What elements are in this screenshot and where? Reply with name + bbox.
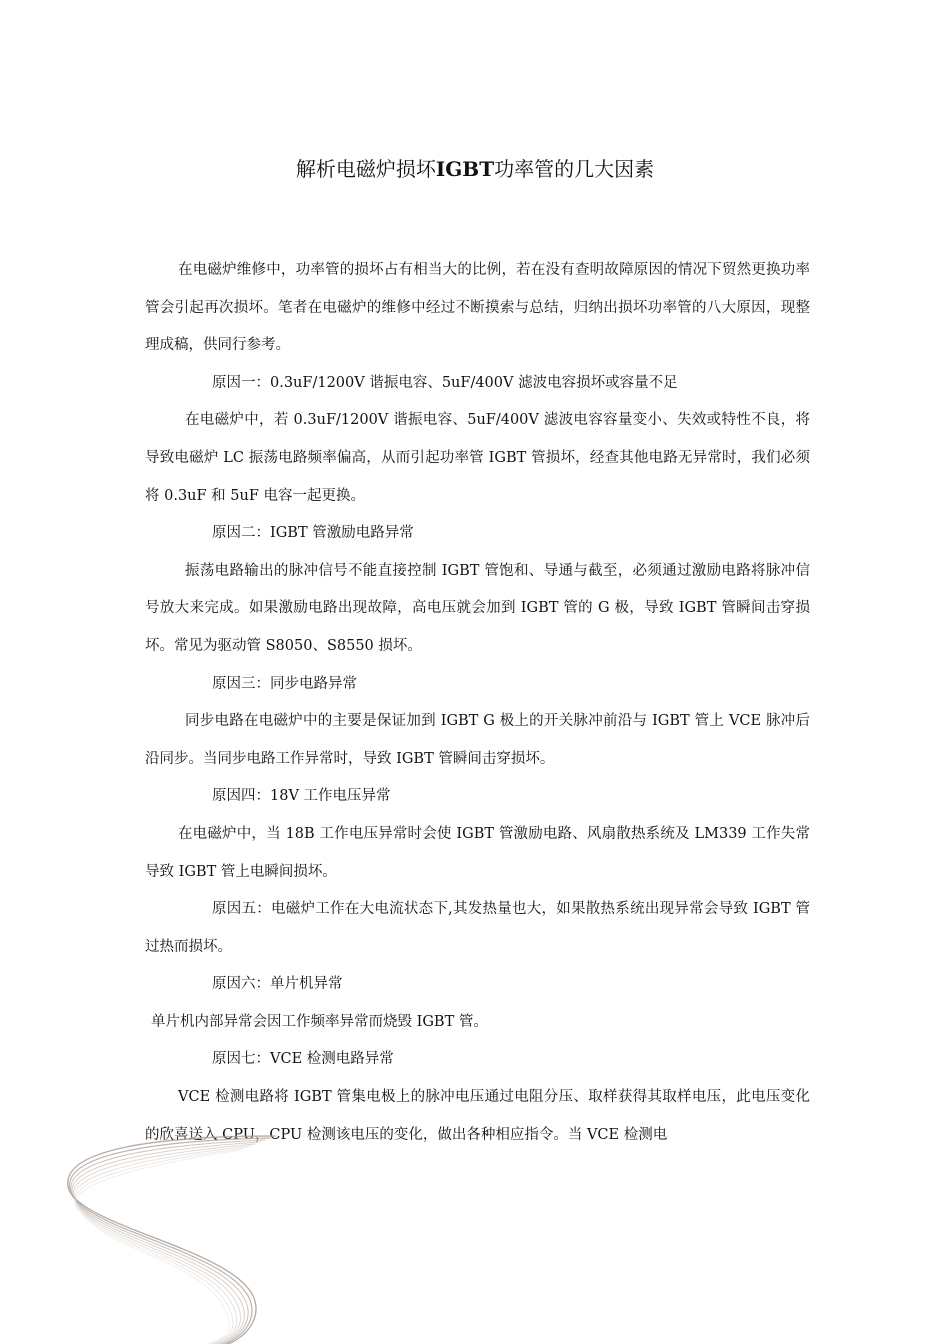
section-body-1: 在电磁炉中，若 0.3uF/1200V 谐振电容、5uF/400V 滤波电容容量变小、失效或特性不良，将导致电磁炉 LC 振荡电路频率偏高，从而引起功率管 IGBT 管损坏，经查其他电路无异常时，我们必须将 0.3uF 和 5uF 电容一起更换。 bbox=[145, 412, 810, 504]
section-heading-2: 原因二：IGBT 管激励电路异常 bbox=[212, 525, 414, 542]
section-heading-7: 原因七：VCE 检测电路异常 bbox=[212, 1051, 394, 1068]
page-title bbox=[0, 152, 950, 186]
section-heading-5: 原因五：电磁炉工作在大电流状态下,其发热量也大，如果散热系统出现异常会导致 IGBT 管过热而损坏。 bbox=[145, 901, 810, 955]
document-body bbox=[145, 252, 810, 1154]
section-body-3: 同步电路在电磁炉中的主要是保证加到 IGBT G 极上的开关脉冲前沿与 IGBT 管上 VCE 脉冲后沿同步。当同步电路工作异常时，导致 IGBT 管瞬间击穿损坏。 bbox=[145, 713, 810, 767]
title-prefix: 解析电磁炉损坏 bbox=[295, 157, 436, 181]
section-body-4: 在电磁炉中，当 18B 工作电压异常时会使 IGBT 管激励电路、风扇散热系统及 LM339 工作失常导致 IGBT 管上电瞬间损坏。 bbox=[145, 825, 810, 880]
title-bold: IGBT bbox=[435, 157, 495, 181]
section-heading-4: 原因四：18V 工作电压异常 bbox=[212, 788, 391, 805]
section-body-2: 振荡电路输出的脉冲信号不能直接控制 IGBT 管饱和、导通与截至，必须通过激励电路将脉冲信号放大来完成。如果激励电路出现故障，高电压就会加到 IGBT 管的 G 极，导致 IGBT 管瞬间击穿损坏。常见为驱动管 S8050、S8550 损坏。 bbox=[145, 562, 810, 654]
section-heading-1: 原因一：0.3uF/1200V 谐振电容、5uF/400V 滤波电容损坏或容量不足 bbox=[212, 374, 678, 391]
decorative-swirl-icon bbox=[0, 1130, 320, 1344]
intro-paragraph: 在电磁炉维修中，功率管的损坏占有相当大的比例，若在没有查明故障原因的情况下贸然更换功率管会引起再次损坏。笔者在电磁炉的维修中经过不断摸索与总结，归纳出损坏功率管的八大原因，现整理成稿，供同行参考。 bbox=[145, 262, 810, 354]
title-suffix: 功率管的几大因素 bbox=[494, 157, 655, 181]
section-heading-3: 原因三：同步电路异常 bbox=[212, 675, 357, 692]
section-heading-6: 原因六：单片机异常 bbox=[212, 976, 343, 993]
section-body-7: VCE 检测电路将 IGBT 管集电极上的脉冲电压通过电阻分压、取样获得其取样电压，此电压变化的欣喜送入 CPU，CPU 检测该电压的变化，做出各种相应指令。当 VCE 检测电 bbox=[145, 1089, 810, 1143]
section-body-6: 单片机内部异常会因工作频率异常而烧毁 IGBT 管。 bbox=[151, 1013, 488, 1030]
